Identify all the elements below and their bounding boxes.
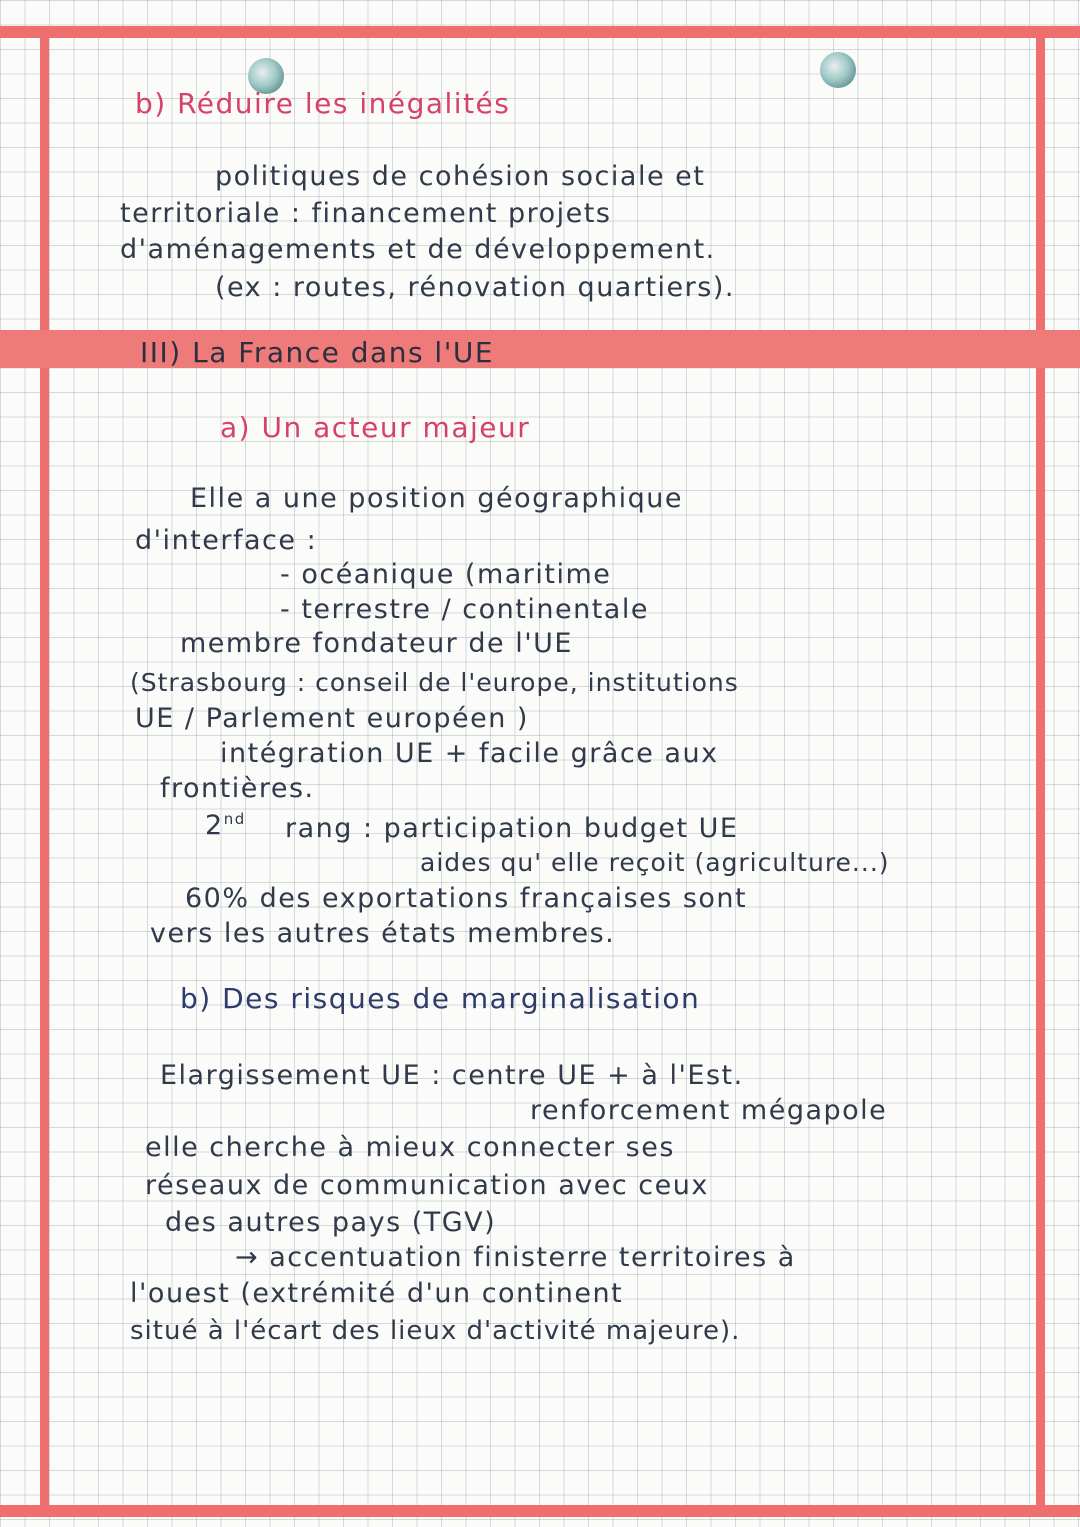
note-line: (Strasbourg : conseil de l'europe, institutions — [130, 668, 739, 697]
note-line: intégration UE + facile grâce aux — [220, 738, 719, 769]
note-line: aides qu' elle reçoit (agriculture...) — [420, 848, 890, 877]
rank-suffix: nd — [223, 810, 246, 828]
note-line: d'aménagements et de développement. — [120, 234, 716, 265]
note-line: l'ouest (extrémité d'un continent — [130, 1278, 624, 1309]
heading-risques-marginalisation: b) Des risques de marginalisation — [180, 982, 701, 1015]
rank-digit: 2 — [205, 810, 224, 841]
part-three-title: III) La France dans l'UE — [140, 336, 495, 369]
note-line: (ex : routes, rénovation quartiers). — [215, 272, 735, 303]
binder-hole-icon — [820, 52, 856, 88]
left-margin-line — [40, 26, 49, 1516]
note-line: elle cherche à mieux connecter ses — [145, 1132, 675, 1163]
note-line: d'interface : — [135, 525, 318, 556]
heading-reduire-inegalites: b) Réduire les inégalités — [135, 87, 511, 120]
top-margin-line — [0, 26, 1080, 38]
note-line: Elargissement UE : centre UE + à l'Est. — [160, 1060, 744, 1091]
rank-number — [205, 812, 246, 839]
note-line: 60% des exportations françaises sont — [185, 883, 748, 914]
note-line: renforcement mégapole — [530, 1095, 888, 1126]
note-line: vers les autres états membres. — [150, 918, 616, 949]
note-line: - terrestre / continentale — [280, 594, 649, 625]
note-line: - océanique (maritime — [280, 559, 612, 590]
note-line: → accentuation finisterre territoires à — [235, 1242, 796, 1273]
note-line: rang : participation budget UE — [285, 813, 739, 844]
heading-acteur-majeur: a) Un acteur majeur — [220, 411, 531, 444]
right-margin-line — [1036, 26, 1045, 1516]
note-line: politiques de cohésion sociale et — [215, 161, 706, 192]
note-line: UE / Parlement européen ) — [135, 703, 529, 734]
note-line: territoriale : financement projets — [120, 198, 612, 229]
note-line: réseaux de communication avec ceux — [145, 1170, 709, 1201]
note-line: frontières. — [160, 773, 315, 804]
note-line: situé à l'écart des lieux d'activité majeure). — [130, 1316, 741, 1346]
note-line: membre fondateur de l'UE — [180, 628, 573, 659]
note-line: Elle a une position géographique — [190, 483, 683, 514]
bottom-margin-line — [0, 1505, 1080, 1517]
note-line: des autres pays (TGV) — [165, 1207, 497, 1238]
